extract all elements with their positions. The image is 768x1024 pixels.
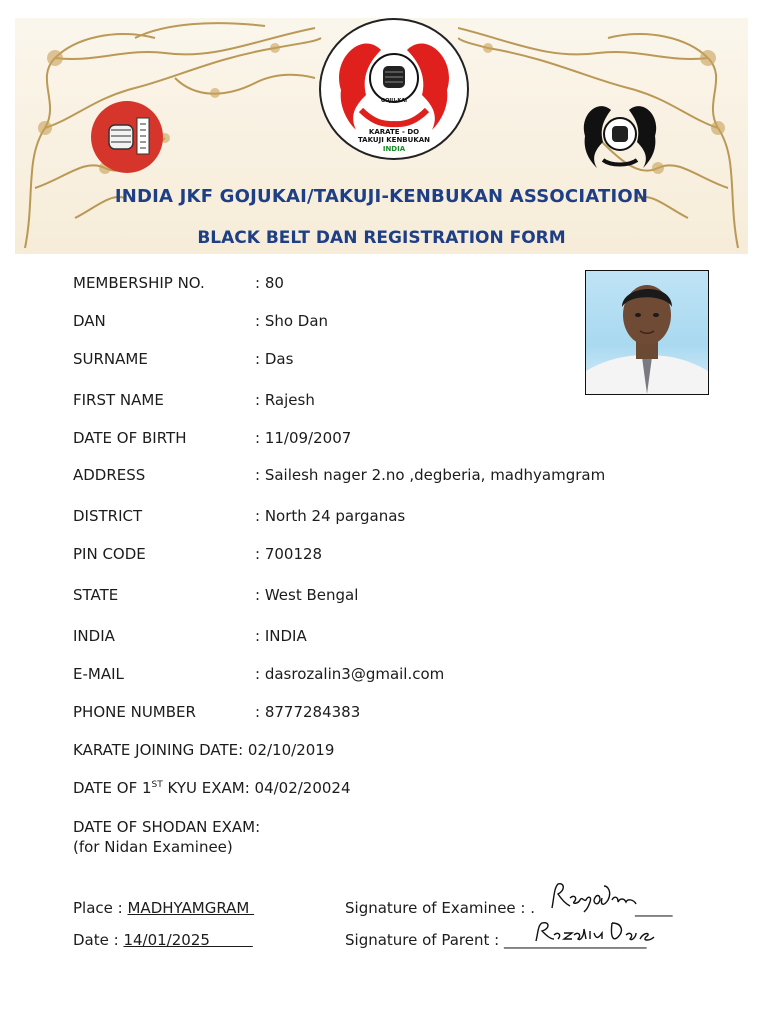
field-label: E-MAIL xyxy=(73,665,124,683)
place-label: Place : xyxy=(73,899,128,917)
parent-signature-underline: ___________________ xyxy=(503,931,647,949)
field-value: : dasrozalin3@gmail.com xyxy=(255,665,445,683)
emblem-karate-do-text: KARATE - DO xyxy=(368,128,420,136)
field-label: PHONE NUMBER xyxy=(73,703,196,721)
association-title: INDIA JKF GOJUKAI/TAKUJI-KENBUKAN ASSOCIATION xyxy=(114,186,649,207)
field-value: : Rajesh xyxy=(255,391,315,409)
emblem-india-text: INDIA xyxy=(382,145,406,153)
red-fist-logo-icon xyxy=(87,100,167,174)
field-label: DATE OF BIRTH xyxy=(73,429,187,447)
examinee-signature-underline: _____ xyxy=(635,899,673,917)
field-label: DAN xyxy=(73,312,106,330)
field-label: PIN CODE xyxy=(73,545,146,563)
black-dragon-logo-icon xyxy=(577,96,663,174)
parent-signature-icon xyxy=(532,919,656,945)
examinee-signature-label: Signature of Examinee : . xyxy=(345,899,536,917)
field-value: : Sailesh nager 2.no ,degberia, madhyamgram xyxy=(255,466,606,484)
field-label: SURNAME xyxy=(73,350,148,368)
date-value: 14/01/2025 xyxy=(123,931,253,949)
field-value: : Das xyxy=(255,350,294,368)
field-label: STATE xyxy=(73,586,119,604)
parent-signature-label: Signature of Parent : xyxy=(345,931,504,949)
association-emblem xyxy=(319,18,469,160)
field-value: : Sho Dan xyxy=(255,312,329,330)
karate-joining-date: KARATE JOINING DATE: 02/10/2019 xyxy=(73,741,335,759)
dragon-ornament-left-icon xyxy=(15,18,325,254)
field-label: ADDRESS xyxy=(73,466,146,484)
kyu-exam-prefix: DATE OF 1 xyxy=(73,779,152,797)
field-label: MEMBERSHIP NO. xyxy=(73,274,205,292)
field-label: INDIA xyxy=(73,627,115,645)
applicant-portrait-icon xyxy=(586,271,708,394)
dragon-fist-emblem-icon xyxy=(321,20,467,158)
shodan-exam-note: (for Nidan Examinee) xyxy=(73,838,233,856)
field-value: : 700128 xyxy=(255,545,323,563)
first-kyu-exam-date xyxy=(73,779,351,797)
kyu-exam-suffix: KYU EXAM: 04/02/20024 xyxy=(162,779,351,797)
emblem-takuji-text: TAKUJI KENBUKAN xyxy=(357,136,431,144)
examinee-signature-icon xyxy=(548,880,638,914)
field-value: : 8777284383 xyxy=(255,703,361,721)
kyu-exam-superscript: ST xyxy=(151,780,163,790)
emblem-gojukai-text: GOJU-KAI xyxy=(381,98,407,104)
field-label: FIRST NAME xyxy=(73,391,164,409)
field-value: : 11/09/2007 xyxy=(255,429,352,447)
place-line xyxy=(73,899,254,917)
date-line xyxy=(73,931,253,949)
field-value: : North 24 parganas xyxy=(255,507,406,525)
field-label: DISTRICT xyxy=(73,507,143,525)
applicant-photo xyxy=(585,270,709,395)
form-title: BLACK BELT DAN REGISTRATION FORM xyxy=(197,228,566,248)
field-value: : 80 xyxy=(255,274,284,292)
form-header xyxy=(15,18,748,254)
field-value: : INDIA xyxy=(255,627,307,645)
place-value: MADHYAMGRAM xyxy=(127,899,255,917)
shodan-exam-date: DATE OF SHODAN EXAM: xyxy=(73,818,261,836)
date-label: Date : xyxy=(73,931,124,949)
field-value: : West Bengal xyxy=(255,586,359,604)
